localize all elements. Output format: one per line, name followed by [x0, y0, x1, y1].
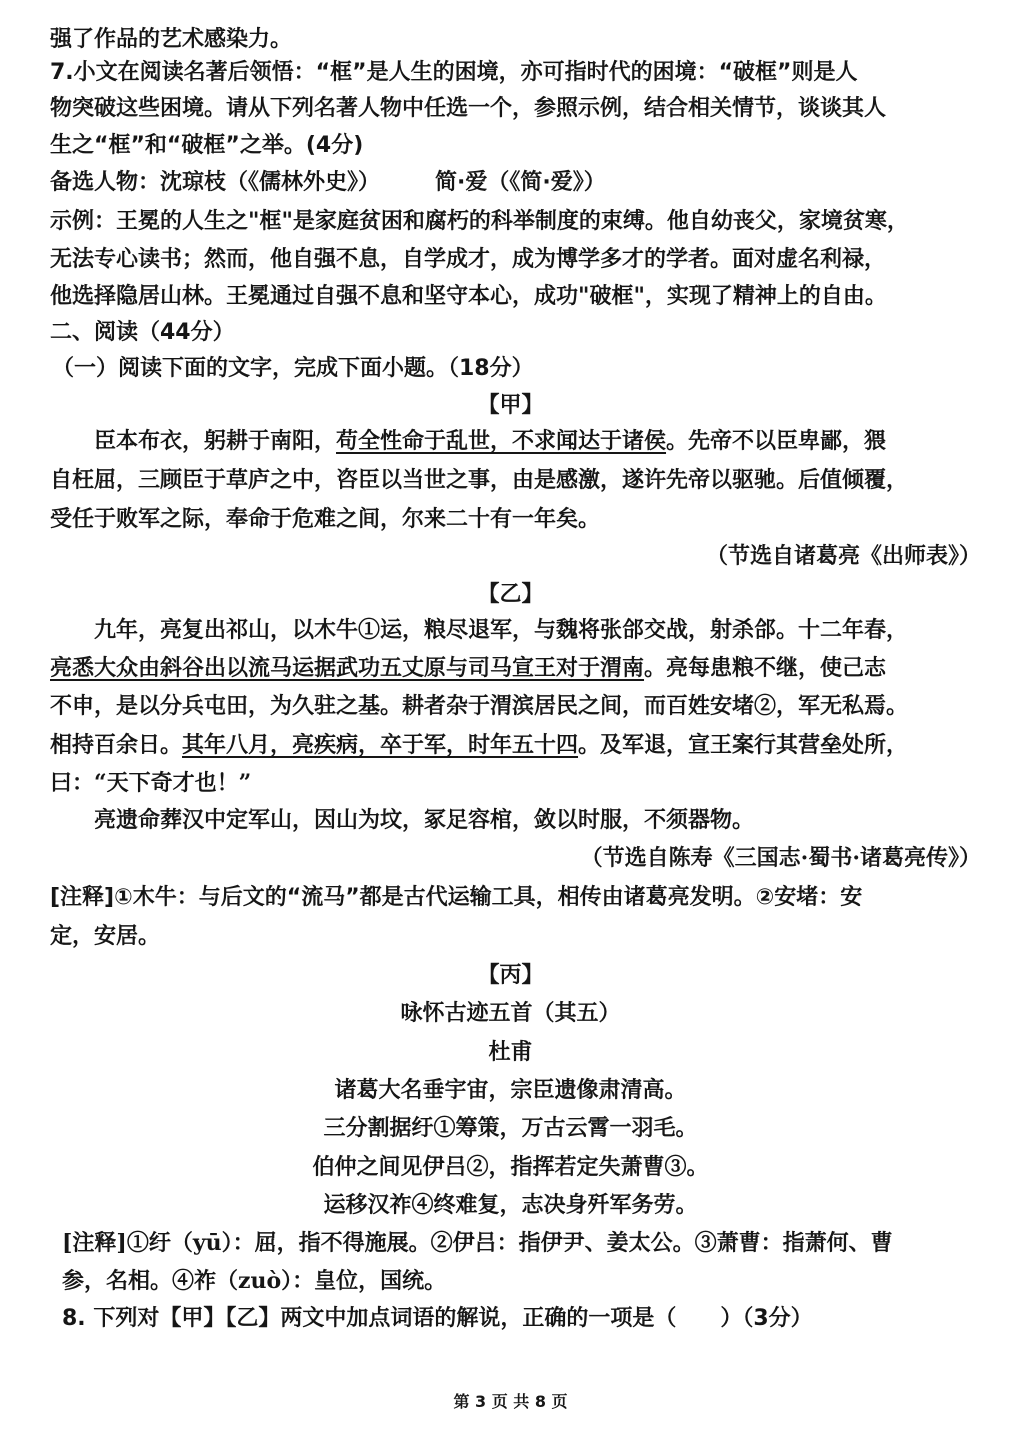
- passage-jia-line-2: 自枉屈，三顾臣于草庐之中，咨臣以当世之事，由是感激，遂许先帝以驱驰。后值倾覆，: [50, 467, 909, 493]
- passage-yi-line-5: 曰：“天下奇才也！”: [50, 770, 252, 796]
- poem-note-line-2: 参，名相。④祚（zuò）：皇位，国统。: [62, 1268, 447, 1294]
- prev-text-tail: 强了作品的艺术感染力。: [50, 26, 293, 52]
- q7-line-2: 物突破这些困境。请从下列名著人物中任选一个，参照示例，结合相关情节，谈谈其人: [50, 96, 887, 121]
- poem-title: 咏怀古迹五首（其五）: [400, 1000, 621, 1026]
- passage-jia-label: 【甲】: [477, 392, 544, 418]
- jia-line-1-start: 臣本布衣，躬耕于南阳，: [50, 428, 337, 454]
- passage-yi-line-6: 亮遗命葬汉中定军山，因山为坟，冢足容棺，敛以时服，不须器物。: [50, 807, 755, 833]
- yi-underlined-sentence-1: 亮悉大众由斜谷出以流马运据武功五丈原与司马宣王对于渭南: [50, 655, 645, 681]
- passage-yi-line-2: [50, 653, 886, 683]
- yi-line-2-end: 。亮每患粮不继，使己志: [644, 655, 887, 681]
- q8-stem: 8. 下列对【甲】【乙】两文中加点词语的解说，正确的一项是（ ）（3分）: [62, 1306, 813, 1331]
- passage-yi-line-3: 不申，是以分兵屯田，为久驻之基。耕者杂于渭滨居民之间，而百姓安堵②，军无私焉。: [50, 693, 909, 719]
- passage-yi-line-1: 九年，亮复出祁山，以木牛①运，粮尽退军，与魏将张郃交战，射杀郃。十二年春，: [50, 617, 909, 643]
- passage-jia-source: （节选自诸葛亮《出师表》）: [705, 543, 981, 569]
- q7-example-line-1: 示例：王冕的人生之"框"是家庭贫困和腐朽的科举制度的束缚。他自幼丧父，家境贫寒，: [50, 208, 909, 234]
- subsection-1-title: （一）阅读下面的文字，完成下面小题。（18分）: [52, 356, 534, 381]
- jia-underlined-sentence: 苟全性命于乱世，不求闻达于诸侯: [336, 428, 667, 454]
- q7-example-line-2: 无法专心读书；然而，他自强不息，自学成才，成为博学多才的学者。面对虚名利禄，: [50, 246, 887, 272]
- section-2-title: 二、阅读（44分）: [50, 320, 235, 345]
- passage-jia-line-3: 受任于败军之际，奉命于危难之间，尔来二十有一年矣。: [50, 506, 601, 532]
- q7-line-1: 7.小文在阅读名著后领悟：“框”是人生的困境，亦可指时代的困境：“破框”则是人: [50, 60, 858, 85]
- passage-yi-source: （节选自陈寿《三国志·蜀书·诸葛亮传》）: [580, 845, 981, 871]
- yi-line-4-end: 。及军退，宣王案行其营垒处所，: [578, 732, 909, 758]
- q7-candidates: 备选人物：沈琼枝（《儒林外史》） 简·爱（《简·爱》）: [50, 170, 606, 195]
- passage-yi-note-line-2: 定，安居。: [50, 924, 161, 949]
- poem-author: 杜甫: [488, 1039, 533, 1065]
- poem-verse-3: 伯仲之间见伊吕②，指挥若定失萧曹③。: [312, 1154, 709, 1180]
- q7-example-line-3: 他选择隐居山林。王冕通过自强不息和坚守本心，成功"破框"，实现了精神上的自由。: [50, 283, 887, 309]
- yi-underlined-sentence-2: 其年八月，亮疾病，卒于军，时年五十四: [182, 732, 579, 758]
- jia-line-1-end: 。先帝不以臣卑鄙，猥: [666, 428, 887, 454]
- passage-bing-label: 【丙】: [477, 962, 544, 988]
- page-number: 第 3 页 共 8 页: [453, 1392, 568, 1411]
- yi-line-4-start: 相持百余日。: [50, 732, 183, 758]
- passage-yi-line-4: [50, 730, 908, 760]
- poem-verse-2: 三分割据纡①筹策，万古云霄一羽毛。: [323, 1115, 698, 1141]
- poem-verse-1: 诸葛大名垂宇宙，宗臣遗像肃清高。: [334, 1077, 687, 1103]
- q7-line-3: 生之“框”和“破框”之举。(4分): [50, 133, 364, 158]
- poem-note-line-1: [注释]①纡（yū）：屈，指不得施展。②伊吕：指伊尹、姜太公。③萧曹：指萧何、曹: [62, 1230, 893, 1256]
- passage-yi-note-line-1: [注释]①木牛：与后文的“流马”都是古代运输工具，相传由诸葛亮发明。②安堵：安: [50, 885, 863, 910]
- poem-verse-4: 运移汉祚④终难复，志决身歼军务劳。: [323, 1192, 698, 1218]
- passage-yi-label: 【乙】: [477, 581, 544, 607]
- passage-jia-line-1: [50, 426, 886, 456]
